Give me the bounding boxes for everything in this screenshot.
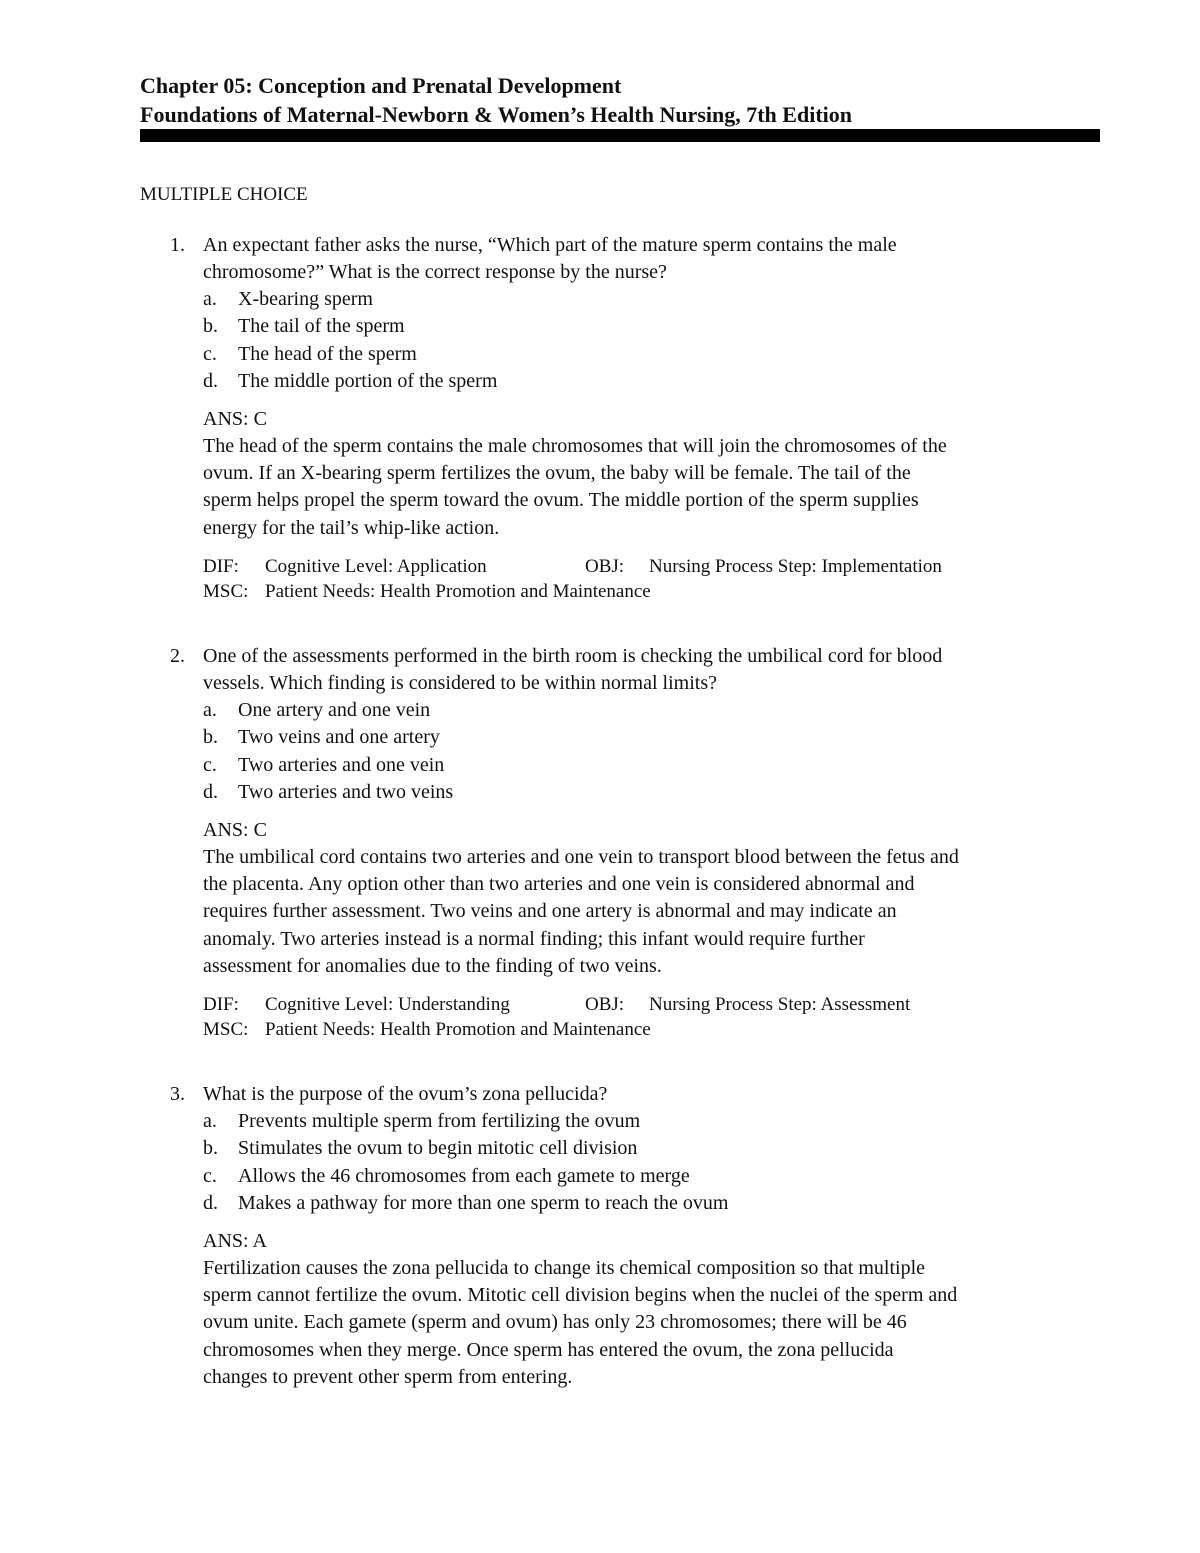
option-letter: b. [203,315,218,338]
answer-option [140,286,1100,313]
option-letter: d. [203,370,218,393]
answer-option [140,779,1100,806]
dif-label: DIF: [203,994,239,1016]
rationale-line: anomaly. Two arteries instead is a normal finding; this infant would require further [203,927,865,950]
msc-label: MSC: [203,580,249,602]
question-number: 2. [170,645,185,667]
option-letter: c. [203,342,217,365]
answer-option [140,697,1100,724]
msc-value: Patient Needs: Health Promotion and Maintenance [265,1019,651,1041]
header-rule [140,129,1100,142]
obj-value: Nursing Process Step: Assessment [649,994,911,1016]
answer-option [140,1135,1100,1162]
answer-option [140,341,1100,368]
question-stem [140,232,1100,286]
rationale-line: sperm helps propel the sperm toward the ovum. The middle portion of the sperm supplies [203,489,919,512]
answer-option [140,724,1100,751]
question-number: 1. [170,234,185,256]
option-text: The tail of the sperm [238,315,405,338]
rationale-line: changes to prevent other sperm from entering. [203,1365,573,1388]
dif-label: DIF: [203,555,239,577]
question-number: 3. [170,1083,185,1105]
rationale-line: assessment for anomalies due to the finding of two veins. [203,954,662,977]
dif-value: Cognitive Level: Understanding [265,994,510,1016]
answer-option [140,313,1100,340]
option-letter: a. [203,288,217,310]
obj-label: OBJ: [585,555,625,577]
obj-label: OBJ: [585,994,625,1016]
option-text: Two veins and one artery [238,726,440,749]
rationale-line: energy for the tail’s whip-like action. [203,516,500,539]
rationale-line: chromosomes when they merge. Once sperm has entered the ovum, the zona pellucida [203,1338,894,1361]
obj-value: Nursing Process Step: Implementation [649,555,942,577]
answer-option [140,368,1100,395]
answer-option [140,1163,1100,1190]
question-1 [140,232,1100,604]
rationale-line: Fertilization causes the zona pellucida to change its chemical composition so that multiple [203,1256,926,1279]
option-text: The middle portion of the sperm [238,370,498,393]
option-text: Two arteries and two veins [238,781,454,804]
msc-label: MSC: [203,1019,249,1041]
option-letter: a. [203,1110,217,1132]
rationale-line: The head of the sperm contains the male chromosomes that will join the chromosomes of the [203,434,947,457]
rationale [140,844,1100,980]
option-text: The head of the sperm [238,342,417,365]
document-header [140,71,1100,129]
question-stem-line: One of the assessments performed in the birth room is checking the umbilical cord for blood [203,645,943,667]
option-letter: c. [203,753,217,776]
question-metadata [140,992,1100,1042]
option-text: Makes a pathway for more than one sperm to reach the ovum [238,1192,729,1215]
option-letter: a. [203,699,217,721]
rationale-line: requires further assessment. Two veins and one artery is abnormal and may indicate an [203,900,897,923]
question-3 [140,1081,1100,1391]
option-letter: d. [203,781,218,804]
question-stem [140,1081,1100,1108]
rationale-line: The umbilical cord contains two arteries and one vein to transport blood between the fetus and [203,845,959,868]
rationale-line: ovum. If an X-bearing sperm fertilizes the ovum, the baby will be female. The tail of the [203,461,911,484]
option-letter: b. [203,1137,218,1160]
option-text: X-bearing sperm [238,288,373,310]
option-letter: b. [203,726,218,749]
answer-option [140,1190,1100,1217]
question-stem [140,643,1100,697]
option-text: Stimulates the ovum to begin mitotic cell division [238,1137,638,1160]
answer-key: ANS: C [203,407,267,430]
question-metadata [140,554,1100,604]
option-text: Two arteries and one vein [238,753,445,776]
question-stem-line: What is the purpose of the ovum’s zona pellucida? [203,1083,608,1105]
chapter-title: Chapter 05: Conception and Prenatal Development [140,73,622,98]
book-title: Foundations of Maternal-Newborn & Women’s Health Nursing, 7th Edition [140,102,852,127]
option-text: Prevents multiple sperm from fertilizing the ovum [238,1110,641,1132]
question-stem-line: chromosome?” What is the correct response by the nurse? [203,261,667,283]
option-letter: d. [203,1192,218,1215]
option-text: Allows the 46 chromosomes from each gamete to merge [238,1164,690,1187]
section-label: MULTIPLE CHOICE [140,184,308,205]
question-2 [140,643,1100,1042]
rationale [140,1255,1100,1391]
msc-value: Patient Needs: Health Promotion and Maintenance [265,580,651,602]
question-stem-line: An expectant father asks the nurse, “Which part of the mature sperm contains the male [203,234,897,256]
option-letter: c. [203,1164,217,1187]
rationale-line: sperm cannot fertilize the ovum. Mitotic cell division begins when the nuclei of the sperm and [203,1283,958,1306]
answer-option [140,1108,1100,1135]
question-stem-line: vessels. Which finding is considered to be within normal limits? [203,672,717,694]
dif-value: Cognitive Level: Application [265,555,487,577]
rationale [140,433,1100,542]
answer-option [140,752,1100,779]
option-text: One artery and one vein [238,699,431,721]
answer-key: ANS: A [203,1229,267,1252]
rationale-line: ovum unite. Each gamete (sperm and ovum) has only 23 chromosomes; there will be 46 [203,1311,907,1334]
answer-key: ANS: C [203,818,267,841]
rationale-line: the placenta. Any option other than two arteries and one vein is considered abnormal and [203,872,915,895]
